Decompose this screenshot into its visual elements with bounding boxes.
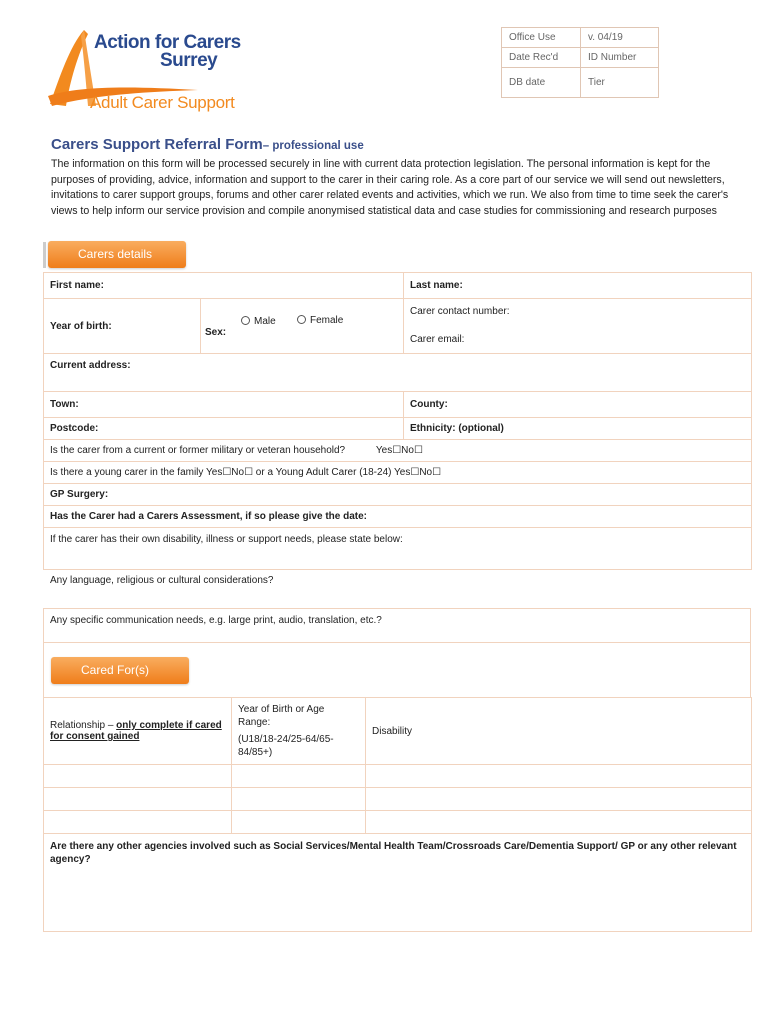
other-agencies-field[interactable]: Are there any other agencies involved such as Social Services/Mental Health Team/Crossroads Care/Dementia Support/ GP or any other relevant agency? — [44, 834, 752, 932]
current-address-field[interactable]: Current address: — [44, 354, 752, 392]
radio-circle-icon — [241, 316, 250, 325]
relationship-consent-note: only complete if cared for consent gained — [50, 720, 222, 742]
last-name-field[interactable]: Last name: — [404, 273, 752, 299]
military-yes-no-checkboxes[interactable]: Yes☐No☐ — [375, 445, 423, 456]
military-household-row — [44, 440, 752, 462]
relationship-cell[interactable] — [44, 811, 232, 834]
carer-disability-field[interactable]: If the carer has their own disability, illness or support needs, please state below: — [44, 528, 752, 570]
intro-text: The information on this form will be processed securely in line with current data protection legislation. The personal information is kept for the purposes of providing, advice, information and support to the carer in their caring role. As a core part of our service we will send out newsletters, invitations to carer support groups, forums and other carer related events and activities, which we run. We also from time to time seek the carer's views to help inform our service provision and compile anonymised statistical data and case studies for commissioning and research purposes — [51, 158, 729, 217]
logo-text-line1: Action for Carers — [94, 32, 241, 53]
version-label: v. 04/19 — [580, 28, 658, 48]
communication-needs-field[interactable]: Any specific communication needs, e.g. large print, audio, translation, etc.? — [44, 609, 751, 643]
form-title — [51, 136, 364, 153]
carers-details-tab: Carers details — [48, 241, 186, 268]
relationship-cell[interactable] — [44, 788, 232, 811]
yob-label: Year of Birth or Age Range: — [238, 704, 325, 728]
postcode-field[interactable]: Postcode: — [44, 418, 404, 440]
carers-assessment-field[interactable]: Has the Carer had a Carers Assessment, if so please give the date: — [44, 506, 752, 528]
form-title-sub: – professional use — [262, 140, 364, 152]
age-ranges-label: (U18/18-24/25-64/65-84/85+) — [238, 734, 334, 758]
disability-cell[interactable] — [366, 811, 752, 834]
relationship-cell[interactable] — [44, 765, 232, 788]
date-recd-field[interactable]: Date Rec'd — [502, 48, 581, 68]
disability-cell[interactable] — [366, 765, 752, 788]
logo-text-line3: Adult Carer Support — [90, 93, 235, 112]
language-considerations-label: Any language, religious or cultural considerations? — [50, 575, 274, 586]
disability-header: Disability — [366, 698, 752, 765]
carers-details-table — [43, 272, 752, 570]
radio-circle-icon — [297, 315, 306, 324]
male-radio[interactable] — [241, 316, 276, 327]
male-label: Male — [254, 316, 276, 327]
young-carer-question[interactable]: Is there a young carer in the family Yes☐No☐ or a Young Adult Carer (18-24) Yes☐No☐ — [44, 462, 752, 484]
cared-for-tab: Cared For(s) — [51, 657, 189, 684]
tab-accent — [43, 242, 46, 268]
office-use-label: Office Use — [502, 28, 581, 48]
office-use-table — [501, 27, 659, 98]
contact-number-field[interactable]: Carer contact number: — [410, 306, 510, 317]
female-label: Female — [310, 315, 344, 326]
yob-cell[interactable] — [232, 811, 366, 834]
sex-field — [201, 299, 404, 354]
cared-for-table — [43, 697, 752, 932]
ethnicity-field[interactable]: Ethnicity: (optional) — [404, 418, 752, 440]
gp-surgery-field[interactable]: GP Surgery: — [44, 484, 752, 506]
female-radio[interactable] — [297, 315, 343, 326]
db-date-field[interactable]: DB date — [502, 68, 581, 98]
email-field[interactable]: Carer email: — [410, 334, 465, 345]
military-question: Is the carer from a current or former military or veteran household? — [50, 445, 346, 456]
first-name-field[interactable]: First name: — [44, 273, 404, 299]
communication-table — [43, 608, 751, 643]
logo-text-line2: Surrey — [160, 50, 218, 71]
disability-cell[interactable] — [366, 788, 752, 811]
relationship-header — [44, 698, 232, 765]
tier-field[interactable]: Tier — [580, 68, 658, 98]
year-of-birth-field[interactable]: Year of birth: — [44, 299, 201, 354]
county-field[interactable]: County: — [404, 392, 752, 418]
contact-cell — [404, 299, 752, 354]
form-title-main: Carers Support Referral Form — [51, 136, 263, 153]
id-number-field[interactable]: ID Number — [580, 48, 658, 68]
sex-label: Sex: — [205, 327, 227, 338]
town-field[interactable]: Town: — [44, 392, 404, 418]
yob-cell[interactable] — [232, 788, 366, 811]
relationship-label: Relationship – — [50, 720, 117, 731]
yob-header — [232, 698, 366, 765]
yob-cell[interactable] — [232, 765, 366, 788]
